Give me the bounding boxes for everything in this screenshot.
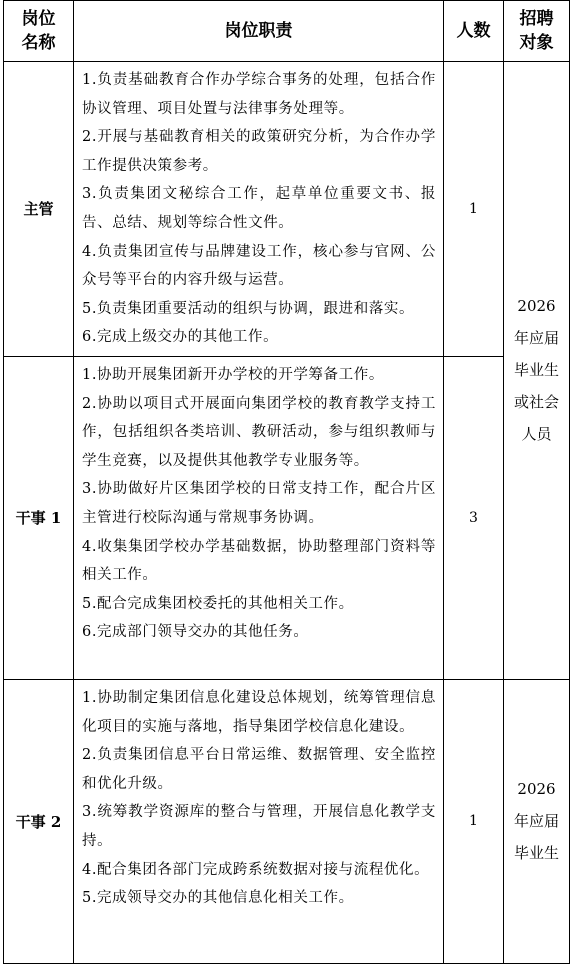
duty-item: 5.负责集团重要活动的组织与协调，跟进和落实。: [82, 300, 415, 317]
position-name: 干事 2: [4, 679, 74, 963]
headcount: 1: [444, 62, 504, 357]
header-position-line2: 名称: [21, 33, 56, 53]
duty-item: 1.负责基础教育合作办学综合事务的处理，包括合作协议管理、项目处置与法律事务处理等。: [82, 72, 436, 117]
duty-item: 2.开展与基础教育相关的政策研究分析，为合作办学工作提供决策参考。: [82, 129, 436, 174]
recruit-target: [504, 62, 570, 680]
target-line: 年应届: [513, 812, 559, 831]
headcount: 1: [444, 679, 504, 963]
position-name: 干事 1: [4, 356, 74, 679]
duty-item: 4.配合集团各部门完成跨系统数据对接与流程优化。: [82, 861, 430, 878]
duties-cell: [74, 356, 444, 679]
position-name: 主管: [4, 62, 74, 357]
table-row: [4, 679, 570, 963]
recruitment-table: [3, 0, 570, 964]
header-target-line1: 招聘: [519, 9, 554, 29]
table-row: [4, 356, 570, 679]
header-duties: 岗位职责: [74, 1, 444, 62]
target-line: 2026: [517, 780, 556, 799]
target-line: 人员: [521, 425, 552, 444]
target-line: 毕业生: [513, 361, 559, 380]
duty-item: 1.协助开展集团新开办学校的开学筹备工作。: [82, 366, 384, 383]
duty-item: 3.统筹教学资源库的整合与管理，开展信息化教学支持。: [82, 804, 436, 849]
header-target: [504, 1, 570, 62]
headcount: 3: [444, 356, 504, 679]
table-header-row: [4, 1, 570, 62]
duty-item: 3.协助做好片区集团学校的日常支持工作，配合片区主管进行校际沟通与常规事务协调。: [82, 481, 436, 526]
target-line: 毕业生: [513, 844, 559, 863]
duty-item: 3.负责集团文秘综合工作，起草单位重要文书、报告、总结、规划等综合性文件。: [82, 186, 436, 231]
duty-item: 5.完成领导交办的其他信息化相关工作。: [82, 890, 354, 907]
header-position-line1: 岗位: [21, 9, 56, 29]
recruit-target: [504, 679, 570, 963]
duty-item: 4.收集集团学校办学基础数据，协助整理部门资料等相关工作。: [82, 538, 436, 584]
duty-item: 1.协助制定集团信息化建设总体规划，统筹管理信息化项目的实施与落地，指导集团学校信息化建设。: [82, 689, 436, 735]
target-line: 2026: [517, 297, 556, 316]
duty-item: 2.协助以项目式开展面向集团学校的教育教学支持工作，包括组织各类培训、教研活动，参与组织教师与学生竞赛，以及提供其他教学专业服务等。: [82, 395, 436, 469]
duty-item: 6.完成上级交办的其他工作。: [82, 329, 279, 346]
duty-item: 6.完成部门领导交办的其他任务。: [82, 624, 309, 641]
header-position-name: [4, 1, 74, 62]
duties-cell: [74, 679, 444, 963]
target-line: 年应届: [513, 329, 559, 348]
header-target-line2: 对象: [519, 33, 554, 53]
duty-item: 5.配合完成集团校委托的其他相关工作。: [82, 595, 354, 612]
target-line: 或社会: [513, 393, 559, 412]
duties-cell: [74, 62, 444, 357]
duty-item: 2.负责集团信息平台日常运维、数据管理、安全监控和优化升级。: [82, 747, 436, 792]
header-count: 人数: [444, 1, 504, 62]
duty-item: 4.负责集团宣传与品牌建设工作，核心参与官网、公众号等平台的内容升级与运营。: [82, 243, 436, 289]
table-row: [4, 62, 570, 357]
